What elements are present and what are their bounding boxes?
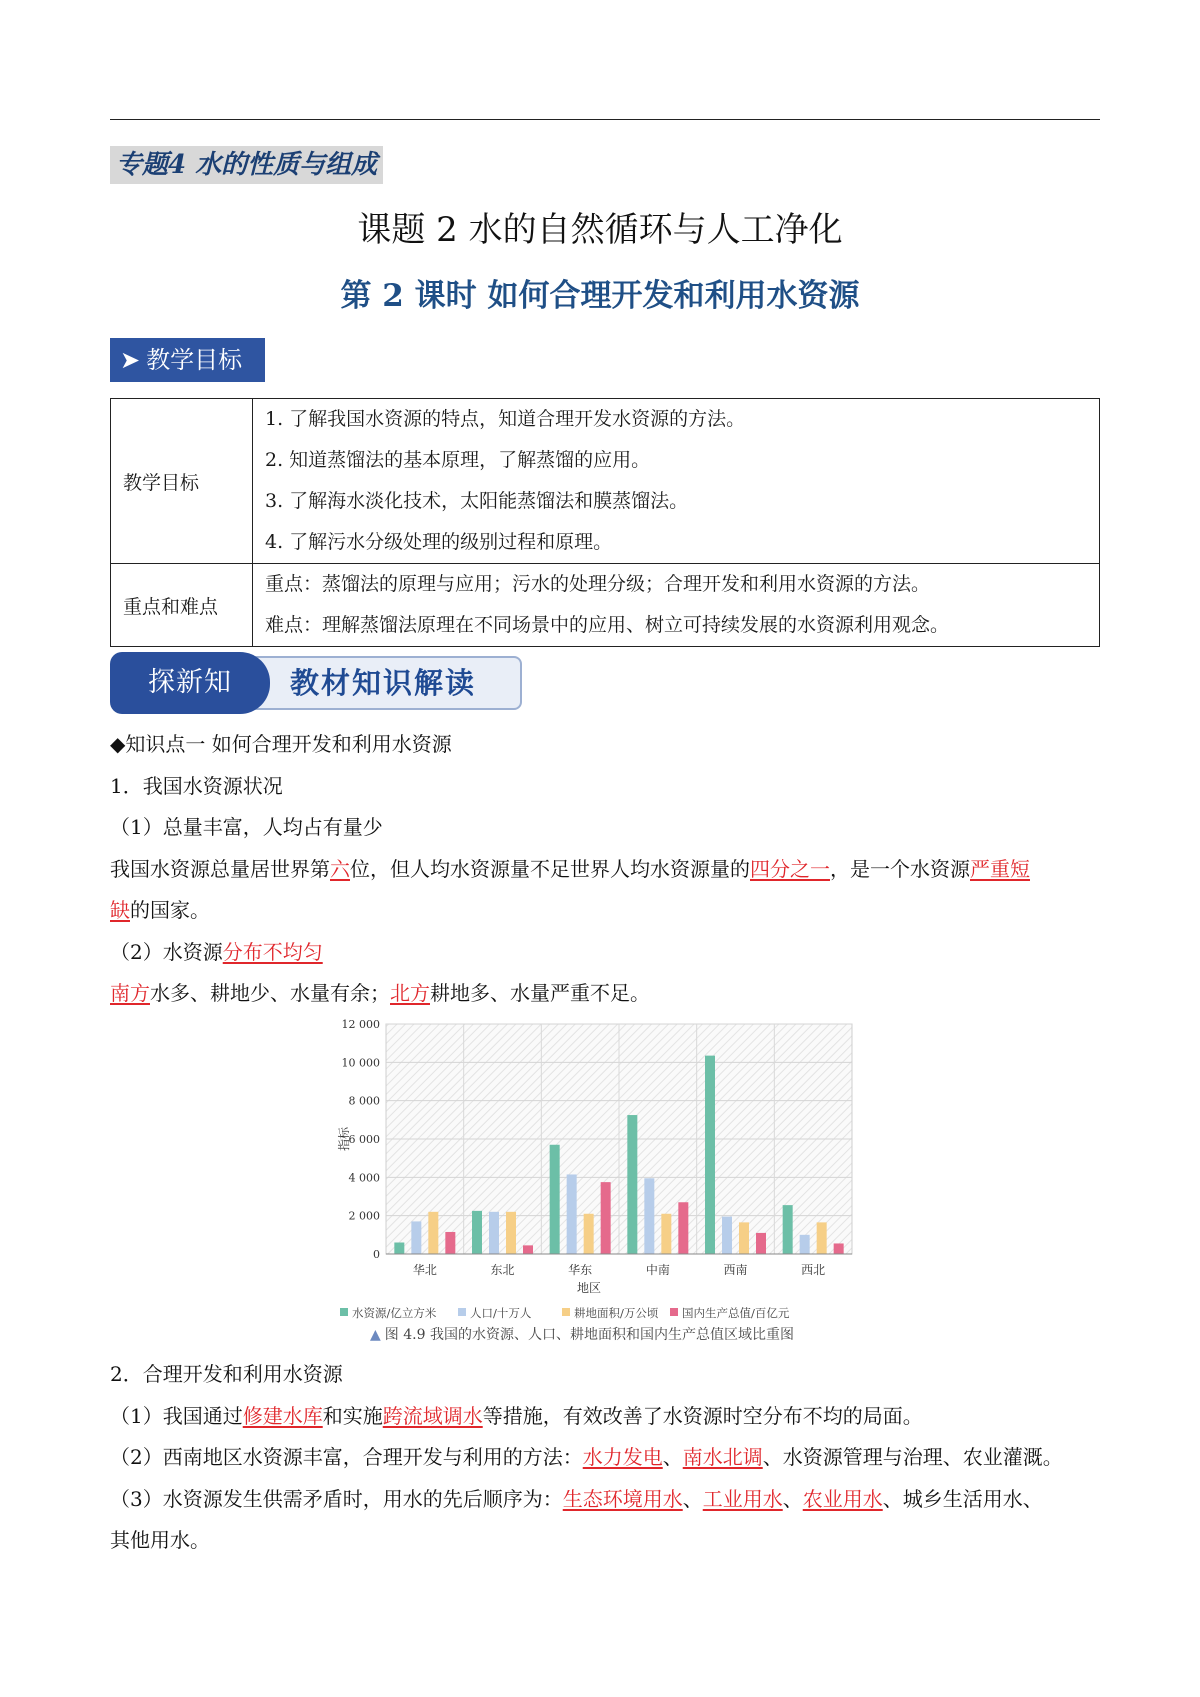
bar: [428, 1212, 438, 1254]
bar: [800, 1235, 810, 1254]
answer-highlight: 修建水库: [242, 1404, 323, 1428]
bar-chart: [330, 1014, 890, 1334]
chart-svg: [330, 1014, 890, 1334]
paragraph: 其他用水。: [110, 1528, 210, 1552]
bar: [627, 1115, 637, 1254]
knowledge-point-heading: ◆知识点一 如何合理开发和利用水资源: [110, 732, 452, 756]
row-header: 重点和难点: [111, 564, 253, 647]
text-span: 、水资源管理与治理、农业灌溉。: [762, 1445, 1063, 1469]
y-axis-label: 指标: [337, 1126, 351, 1152]
x-axis-label: 地区: [576, 1281, 602, 1295]
text-span: 水多、耕地少、水量有余；: [150, 981, 390, 1005]
topic-label: 专题4 水的性质与组成: [110, 146, 383, 184]
objective-line: 4. 了解污水分级处理的级别过程和原理。: [265, 531, 613, 553]
bar: [739, 1222, 749, 1254]
y-tick-label: 2 000: [348, 1209, 380, 1223]
objective-line: 1. 了解我国水资源的特点，知道合理开发水资源的方法。: [265, 408, 746, 430]
text-span: （2）水资源: [110, 940, 223, 964]
subsection-heading: [110, 936, 323, 965]
paragraph: [110, 853, 1030, 882]
chart-caption: [370, 1324, 794, 1344]
bar: [411, 1221, 421, 1254]
bar: [550, 1145, 560, 1254]
answer-highlight: 北方: [390, 981, 430, 1005]
y-tick-label: 4 000: [348, 1171, 380, 1185]
row-content: [253, 564, 1100, 647]
answer-highlight: 生态环境用水: [562, 1487, 683, 1511]
paragraph: [110, 1483, 1043, 1512]
paragraph: [110, 894, 210, 923]
paragraph: [110, 977, 650, 1006]
section-heading: 1．我国水资源状况: [110, 774, 283, 798]
answer-highlight: 南水北调: [682, 1445, 763, 1469]
page-subtitle: 第 2 课时 如何合理开发和利用水资源: [340, 278, 860, 314]
text-span: 、: [682, 1487, 703, 1511]
bar: [834, 1243, 844, 1254]
bar: [584, 1214, 594, 1254]
legend-swatch: [562, 1308, 570, 1316]
answer-highlight: 跨流域调水: [382, 1404, 483, 1428]
bar: [445, 1232, 455, 1254]
arrow-icon: ➤: [120, 346, 141, 374]
legend-label: 国内生产总值/百亿元: [682, 1306, 790, 1320]
objective-line: 3. 了解海水淡化技术，太阳能蒸馏法和膜蒸馏法。: [265, 490, 689, 512]
legend-swatch: [670, 1308, 678, 1316]
text-span: 的国家。: [130, 898, 210, 922]
bar: [472, 1211, 482, 1254]
legend-label: 耕地面积/万公顷: [574, 1306, 659, 1320]
text-span: 等措施，有效改善了水资源时空分布不均的局面。: [482, 1404, 923, 1428]
y-tick-label: 10 000: [341, 1056, 380, 1070]
paragraph: [110, 1400, 923, 1429]
text-span: ，是一个水资源: [830, 857, 970, 881]
key-point-line: 重点：蒸馏法的原理与应用；污水的处理分级；合理开发和利用水资源的方法。: [265, 573, 931, 595]
answer-highlight: 严重短: [970, 857, 1030, 881]
caption-text: 图 4.9 我国的水资源、人口、耕地面积和国内生产总值区域比重图: [384, 1327, 794, 1343]
paragraph: [110, 1441, 1063, 1470]
bar: [567, 1174, 577, 1254]
y-tick-label: 8 000: [348, 1094, 380, 1108]
answer-highlight: 南方: [110, 981, 150, 1005]
bar: [661, 1214, 671, 1254]
bar: [601, 1182, 611, 1254]
x-tick-label: 西南: [723, 1263, 748, 1277]
bar: [644, 1178, 654, 1254]
answer-highlight: 水力发电: [582, 1445, 663, 1469]
legend-swatch: [458, 1308, 466, 1316]
triangle-icon: ▲: [370, 1327, 381, 1343]
bar: [722, 1217, 732, 1254]
row-content: [253, 399, 1100, 564]
goals-banner-label: 教学目标: [146, 346, 243, 374]
x-tick-label: 东北: [490, 1263, 515, 1277]
text-span: 位，但人均水资源量不足世界人均水资源量的: [350, 857, 750, 881]
x-tick-label: 华北: [412, 1263, 437, 1277]
bar: [523, 1245, 533, 1254]
explore-banner: [110, 652, 522, 714]
answer-highlight: 分布不均匀: [222, 940, 323, 964]
bar: [817, 1222, 827, 1254]
bar: [678, 1202, 688, 1254]
page-title: 课题 2 水的自然循环与人工净化: [357, 210, 843, 250]
objectives-table: [110, 398, 1100, 647]
x-tick-label: 西北: [801, 1263, 826, 1277]
text-span: 耕地多、水量严重不足。: [430, 981, 650, 1005]
table-row: [111, 399, 1100, 564]
x-tick-label: 华东: [568, 1263, 593, 1277]
header-rule: [110, 119, 1100, 120]
answer-highlight: 四分之一: [750, 857, 830, 881]
y-tick-label: 12 000: [341, 1018, 380, 1031]
teaching-goals-banner: [110, 338, 265, 382]
explore-banner-left: 探新知: [110, 652, 270, 714]
answer-highlight: 缺: [110, 898, 130, 922]
text-span: （1）我国通过: [110, 1404, 243, 1428]
table-row: [111, 564, 1100, 647]
legend-label: 人口/十万人: [470, 1306, 532, 1320]
legend-label: 水资源/亿立方米: [352, 1306, 437, 1320]
answer-highlight: 六: [330, 857, 350, 881]
text-span: 、: [662, 1445, 683, 1469]
objective-line: 2. 知道蒸馏法的基本原理，了解蒸馏的应用。: [265, 449, 651, 471]
x-tick-label: 中南: [645, 1263, 670, 1277]
bar: [489, 1212, 499, 1254]
text-span: （3）水资源发生供需矛盾时，用水的先后顺序为：: [110, 1487, 563, 1511]
text-span: 、: [782, 1487, 803, 1511]
text-span: 和实施: [322, 1404, 383, 1428]
section-heading: 2．合理开发和利用水资源: [110, 1362, 343, 1386]
text-span: 、城乡生活用水、: [882, 1487, 1043, 1511]
bar: [506, 1212, 516, 1254]
y-tick-label: 6 000: [348, 1133, 380, 1146]
difficulty-line: 难点：理解蒸馏法原理在不同场景中的应用、树立可持续发展的水资源利用观念。: [265, 614, 950, 636]
explore-banner-right: 教材知识解读: [220, 656, 522, 710]
text-span: （2）西南地区水资源丰富，合理开发与利用的方法：: [110, 1445, 583, 1469]
subsection-heading: （1）总量丰富，人均占有量少: [110, 815, 383, 839]
bar: [705, 1056, 715, 1254]
answer-highlight: 工业用水: [702, 1487, 783, 1511]
bar: [394, 1243, 404, 1255]
row-header: 教学目标: [111, 399, 253, 564]
legend-swatch: [340, 1308, 348, 1316]
bar: [783, 1205, 793, 1254]
answer-highlight: 农业用水: [802, 1487, 883, 1511]
bar: [756, 1233, 766, 1254]
text-span: 我国水资源总量居世界第: [110, 857, 330, 881]
y-tick-label: 0: [373, 1248, 380, 1261]
